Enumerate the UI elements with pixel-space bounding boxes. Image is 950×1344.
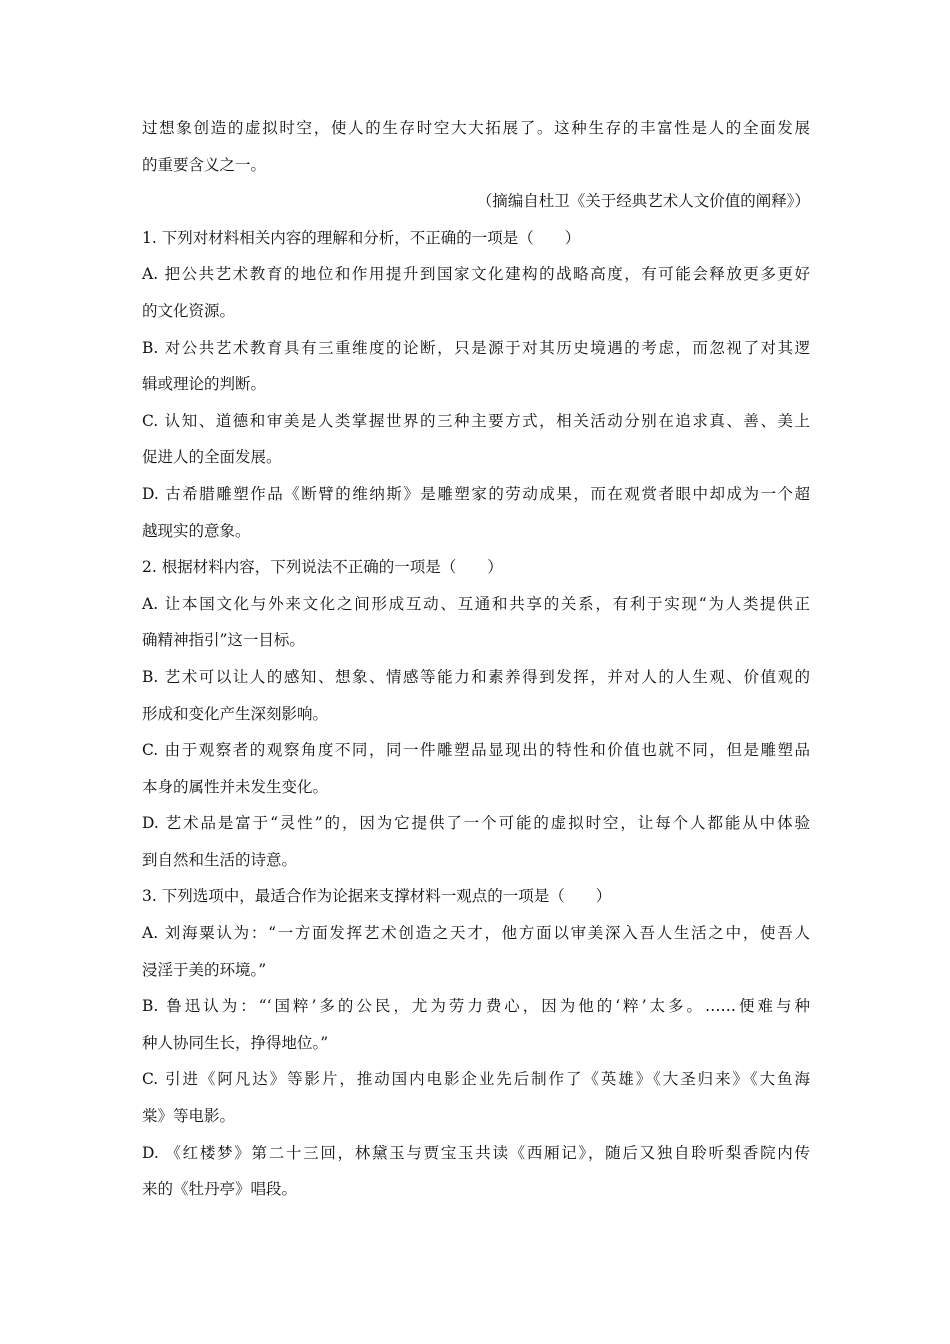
question-1-option-d-line-1: D. 古希腊雕塑作品《断臂的维纳斯》是雕塑家的劳动成果，而在观赏者眼中却成为一个超 (142, 484, 810, 503)
question-1-option-a-line-1: A. 把公共艺术教育的地位和作用提升到国家文化建构的战略高度，有可能会释放更多更好 (142, 265, 810, 284)
question-2-option-b-line-1: B. 艺术可以让人的感知、想象、情感等能力和素养得到发挥，并对人的人生观、价值观的 (142, 667, 810, 686)
question-2-stem: 2. 根据材料内容，下列说法不正确的一项是（ ） (142, 558, 503, 577)
question-1-option-c-line-2: 促进人的全面发展。 (142, 448, 282, 467)
source-citation: （摘编自杜卫《关于经典艺术人文价值的阐释》） (476, 192, 810, 211)
question-1-stem: 1. 下列对材料相关内容的理解和分析，不正确的一项是（ ） (142, 228, 581, 247)
question-3-option-d-line-2: 来的《牡丹亭》唱段。 (142, 1180, 298, 1199)
question-1-option-a-line-2: 的文化资源。 (142, 301, 236, 320)
question-1-option-b-line-1: B. 对公共艺术教育具有三重维度的论断，只是源于对其历史境遇的考虑，而忽视了对其逻 (142, 338, 810, 357)
question-3-option-c-line-2: 棠》等电影。 (142, 1107, 236, 1126)
question-2-option-a-line-2: 确精神指引”这一目标。 (142, 631, 305, 650)
question-2-option-b-line-2: 形成和变化产生深刻影响。 (142, 704, 329, 723)
question-2-option-c-line-2: 本身的属性并未发生变化。 (142, 777, 329, 796)
question-2-option-c-line-1: C. 由于观察者的观察角度不同，同一件雕塑品显现出的特性和价值也就不同，但是雕塑品 (142, 741, 810, 760)
question-2-option-a-line-1: A. 让本国文化与外来文化之间形成互动、互通和共享的关系，有利于实现“为人类提供正 (142, 594, 810, 613)
intro-line-1: 过想象创造的虚拟时空，使人的生存时空大大拓展了。这种生存的丰富性是人的全面发展 (142, 119, 810, 137)
question-1-option-c-line-1: C. 认知、道德和审美是人类掌握世界的三种主要方式，相关活动分别在追求真、善、美上 (142, 411, 810, 430)
question-3-option-a-line-2: 浸淫于美的环境。” (142, 960, 267, 979)
question-3-option-a-line-1: A. 刘海粟认为：“一方面发挥艺术创造之天才，他方面以审美深入吾人生活之中，使吾人 (142, 924, 810, 943)
question-2-option-d-line-1: D. 艺术品是富于“灵性”的，因为它提供了一个可能的虚拟时空，让每个人都能从中体验 (142, 814, 810, 833)
question-2-option-d-line-2: 到自然和生活的诗意。 (142, 850, 298, 869)
question-3-option-d-line-1: D. 《红楼梦》第二十三回，林黛玉与贾宝玉共读《西厢记》，随后又独自聆听梨香院内传 (142, 1143, 810, 1162)
question-3-option-b-line-1: B. 鲁迅认为：“‘国粹’多的公民，尤为劳力费心，因为他的‘粹’太多。……便难与种 (142, 997, 810, 1016)
question-3-option-b-line-2: 种人协同生长，挣得地位。” (142, 1033, 329, 1052)
question-1-option-b-line-2: 辑或理论的判断。 (142, 375, 267, 394)
question-1-option-d-line-2: 越现实的意象。 (142, 521, 251, 540)
question-3-option-c-line-1: C. 引进《阿凡达》等影片，推动国内电影企业先后制作了《英雄》《大圣归来》《大鱼海 (142, 1070, 810, 1089)
question-3-stem: 3. 下列选项中，最适合作为论据来支撑材料一观点的一项是（ ） (142, 887, 612, 906)
intro-line-2: 的重要含义之一。 (142, 155, 267, 174)
document-page (142, 118, 810, 1216)
